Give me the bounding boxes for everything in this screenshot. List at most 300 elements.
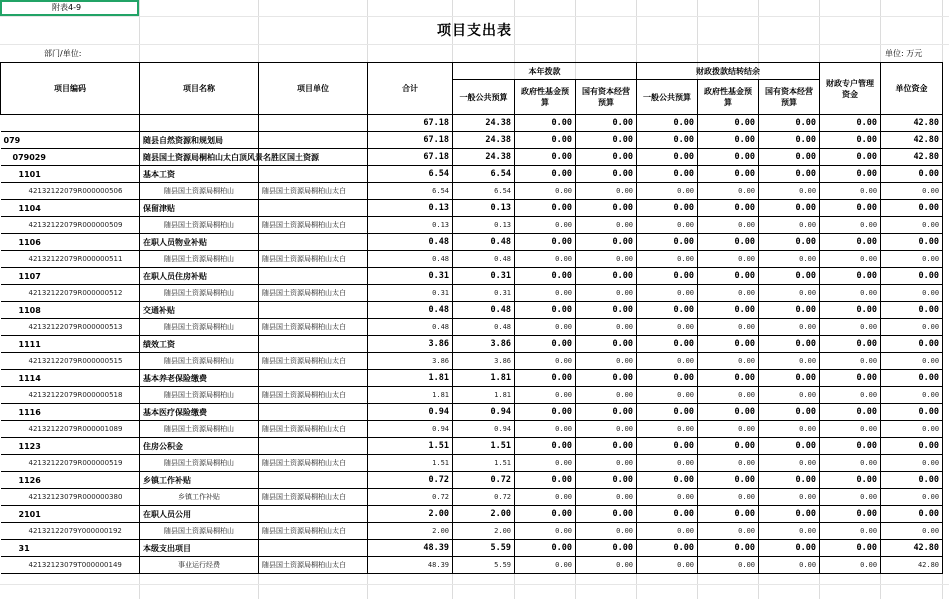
cell-value[interactable]: 0.00 <box>637 523 698 540</box>
cell-value[interactable]: 0.00 <box>698 183 759 200</box>
cell-value[interactable]: 0.00 <box>576 387 637 404</box>
cell-name[interactable]: 在职人员住房补贴 <box>140 268 259 285</box>
cell-value[interactable]: 0.00 <box>515 302 576 319</box>
cell-name[interactable]: 随县国土资源局桐柏山 <box>140 319 259 336</box>
cell-value[interactable]: 0.00 <box>576 234 637 251</box>
cell-code[interactable]: 42132122079R000000518 <box>1 387 140 404</box>
cell-value[interactable]: 0.00 <box>759 166 820 183</box>
cell-value[interactable]: 0.13 <box>453 200 515 217</box>
cell-code[interactable]: 1108 <box>1 302 140 319</box>
cell-value[interactable]: 0.00 <box>698 336 759 353</box>
cell-unit[interactable]: 随县国土资源局桐柏山太白 <box>259 523 368 540</box>
cell-name[interactable]: 基本工资 <box>140 166 259 183</box>
cell-name[interactable]: 随县国土资源局桐柏山 <box>140 251 259 268</box>
cell-value[interactable]: 1.81 <box>453 370 515 387</box>
cell-value[interactable]: 0.00 <box>698 319 759 336</box>
cell-value[interactable]: 0.00 <box>698 404 759 421</box>
cell-value[interactable]: 2.00 <box>453 523 515 540</box>
col-header-total[interactable]: 合计 <box>368 63 453 115</box>
cell-value[interactable]: 0.00 <box>759 523 820 540</box>
cell-name[interactable]: 保留津贴 <box>140 200 259 217</box>
cell-value[interactable]: 0.00 <box>576 489 637 506</box>
cell-value[interactable]: 5.59 <box>453 557 515 574</box>
cell-value[interactable]: 0.00 <box>759 217 820 234</box>
cell-value[interactable]: 0.72 <box>453 472 515 489</box>
cell-unit[interactable] <box>259 302 368 319</box>
cell-value[interactable]: 0.00 <box>881 489 943 506</box>
cell-value[interactable]: 0.00 <box>820 540 881 557</box>
cell-value[interactable]: 0.00 <box>759 506 820 523</box>
cell-code[interactable]: 42132122079R000001089 <box>1 421 140 438</box>
cell-value[interactable]: 0.00 <box>881 251 943 268</box>
cell-value[interactable]: 0.00 <box>820 319 881 336</box>
cell-code[interactable]: 1104 <box>1 200 140 217</box>
cell-value[interactable]: 2.00 <box>368 523 453 540</box>
col-header-code[interactable]: 项目编码 <box>1 63 140 115</box>
cell-code[interactable]: 31 <box>1 540 140 557</box>
cell-name[interactable]: 随县国土资源局桐柏山 <box>140 285 259 302</box>
cell-value[interactable]: 6.54 <box>453 183 515 200</box>
cell-value[interactable]: 0.00 <box>576 319 637 336</box>
cell-unit[interactable]: 随县国土资源局桐柏山太白 <box>259 217 368 234</box>
cell-value[interactable]: 0.00 <box>637 421 698 438</box>
cell-name[interactable]: 随县自然资源和规划局 <box>140 132 259 149</box>
cell-unit[interactable]: 随县国土资源局桐柏山太白 <box>259 183 368 200</box>
cell-value[interactable]: 0.00 <box>576 183 637 200</box>
cell-value[interactable]: 3.86 <box>453 336 515 353</box>
cell-value[interactable]: 0.00 <box>759 404 820 421</box>
cell-value[interactable]: 0.00 <box>698 489 759 506</box>
cell-code[interactable]: 42132122079R000000519 <box>1 455 140 472</box>
cell-value[interactable]: 0.00 <box>759 149 820 166</box>
cell-value[interactable]: 0.00 <box>820 115 881 132</box>
cell-value[interactable]: 0.00 <box>820 353 881 370</box>
cell-value[interactable]: 0.00 <box>576 557 637 574</box>
cell-value[interactable]: 0.00 <box>759 183 820 200</box>
cell-value[interactable]: 0.00 <box>820 404 881 421</box>
col-header-general-budget-carry[interactable]: 一般公共预算 <box>637 80 698 115</box>
cell-value[interactable]: 0.00 <box>698 421 759 438</box>
cell-unit[interactable]: 随县国土资源局桐柏山太白 <box>259 455 368 472</box>
cell-value[interactable]: 1.81 <box>368 387 453 404</box>
cell-value[interactable]: 0.48 <box>368 251 453 268</box>
cell-value[interactable]: 0.00 <box>698 523 759 540</box>
cell-value[interactable]: 0.00 <box>820 336 881 353</box>
cell-value[interactable]: 3.86 <box>368 353 453 370</box>
cell-value[interactable]: 0.00 <box>515 217 576 234</box>
cell-value[interactable]: 0.00 <box>515 200 576 217</box>
cell-value[interactable]: 5.59 <box>453 540 515 557</box>
cell-value[interactable]: 0.00 <box>881 370 943 387</box>
cell-value[interactable]: 0.00 <box>881 302 943 319</box>
cell-value[interactable]: 0.00 <box>881 438 943 455</box>
cell-value[interactable]: 0.00 <box>759 421 820 438</box>
cell-name[interactable]: 随县国土资源局桐柏山太白顶风景名胜区国土资源 <box>140 149 259 166</box>
cell-value[interactable]: 1.51 <box>453 438 515 455</box>
cell-value[interactable]: 0.00 <box>515 319 576 336</box>
cell-value[interactable]: 0.00 <box>637 268 698 285</box>
col-header-gov-fund[interactable]: 政府性基金预算 <box>515 80 576 115</box>
cell-value[interactable]: 0.00 <box>698 251 759 268</box>
cell-value[interactable]: 0.00 <box>881 319 943 336</box>
cell-value[interactable]: 0.00 <box>637 370 698 387</box>
cell-value[interactable]: 0.00 <box>515 421 576 438</box>
cell-unit[interactable]: 随县国土资源局桐柏山太白 <box>259 421 368 438</box>
cell-name[interactable]: 基本养老保险缴费 <box>140 370 259 387</box>
cell-value[interactable]: 0.00 <box>515 472 576 489</box>
cell-value[interactable]: 0.94 <box>368 421 453 438</box>
col-header-current-year[interactable]: 本年拨款 <box>453 63 637 80</box>
cell-value[interactable]: 0.00 <box>576 132 637 149</box>
cell-value[interactable]: 0.00 <box>515 557 576 574</box>
cell-value[interactable]: 0.00 <box>820 523 881 540</box>
cell-name[interactable]: 随县国土资源局桐柏山 <box>140 217 259 234</box>
cell-code[interactable]: 42132122079R000000512 <box>1 285 140 302</box>
cell-value[interactable]: 0.94 <box>368 404 453 421</box>
cell-value[interactable]: 0.00 <box>759 472 820 489</box>
cell-value[interactable]: 0.31 <box>453 285 515 302</box>
cell-value[interactable]: 0.00 <box>515 149 576 166</box>
col-header-gov-fund-carry[interactable]: 政府性基金预算 <box>698 80 759 115</box>
cell-name[interactable]: 基本医疗保险缴费 <box>140 404 259 421</box>
cell-value[interactable]: 0.00 <box>881 353 943 370</box>
cell-value[interactable]: 0.00 <box>881 200 943 217</box>
cell-value[interactable]: 0.00 <box>820 472 881 489</box>
cell-name[interactable]: 乡镇工作补贴 <box>140 489 259 506</box>
cell-value[interactable]: 0.00 <box>576 217 637 234</box>
cell-value[interactable]: 0.00 <box>881 336 943 353</box>
cell-value[interactable]: 0.00 <box>820 370 881 387</box>
cell-value[interactable]: 0.00 <box>515 251 576 268</box>
cell-value[interactable]: 0.00 <box>881 421 943 438</box>
cell-value[interactable]: 0.00 <box>820 166 881 183</box>
cell-value[interactable]: 48.39 <box>368 557 453 574</box>
cell-unit[interactable] <box>259 472 368 489</box>
cell-value[interactable]: 0.00 <box>698 438 759 455</box>
cell-unit[interactable] <box>259 132 368 149</box>
cell-unit[interactable]: 随县国土资源局桐柏山太白 <box>259 285 368 302</box>
cell-value[interactable]: 0.00 <box>576 336 637 353</box>
cell-value[interactable]: 0.48 <box>368 234 453 251</box>
cell-value[interactable]: 0.00 <box>637 251 698 268</box>
cell-unit[interactable] <box>259 506 368 523</box>
cell-name[interactable] <box>140 115 259 132</box>
cell-code[interactable]: 42132122079R000000506 <box>1 183 140 200</box>
cell-value[interactable]: 0.00 <box>698 149 759 166</box>
col-header-fiscal-carryover[interactable]: 财政拨款结转结余 <box>637 63 820 80</box>
col-header-unit-fund[interactable]: 单位资金 <box>881 63 943 115</box>
cell-value[interactable]: 0.00 <box>698 166 759 183</box>
cell-value[interactable]: 0.00 <box>759 540 820 557</box>
cell-value[interactable]: 0.00 <box>698 455 759 472</box>
cell-value[interactable]: 0.00 <box>759 438 820 455</box>
cell-code[interactable]: 1114 <box>1 370 140 387</box>
cell-value[interactable]: 0.00 <box>820 234 881 251</box>
cell-value[interactable]: 42.80 <box>881 540 943 557</box>
cell-value[interactable]: 0.00 <box>576 404 637 421</box>
cell-value[interactable]: 2.00 <box>368 506 453 523</box>
cell-value[interactable]: 0.00 <box>820 285 881 302</box>
cell-unit[interactable] <box>259 166 368 183</box>
cell-value[interactable]: 0.00 <box>576 353 637 370</box>
cell-value[interactable]: 0.00 <box>576 472 637 489</box>
cell-value[interactable]: 0.00 <box>820 302 881 319</box>
cell-value[interactable]: 0.00 <box>820 200 881 217</box>
cell-name[interactable]: 随县国土资源局桐柏山 <box>140 455 259 472</box>
cell-value[interactable]: 0.00 <box>637 183 698 200</box>
cell-value[interactable]: 0.94 <box>453 421 515 438</box>
cell-value[interactable]: 0.00 <box>515 285 576 302</box>
cell-value[interactable]: 0.00 <box>637 387 698 404</box>
cell-value[interactable]: 0.48 <box>453 251 515 268</box>
cell-value[interactable]: 3.86 <box>453 353 515 370</box>
cell-value[interactable]: 0.00 <box>515 115 576 132</box>
cell-unit[interactable] <box>259 234 368 251</box>
cell-value[interactable]: 0.00 <box>820 149 881 166</box>
cell-value[interactable]: 0.00 <box>698 506 759 523</box>
cell-value[interactable]: 0.00 <box>576 438 637 455</box>
cell-code[interactable]: 1107 <box>1 268 140 285</box>
cell-value[interactable]: 0.00 <box>576 200 637 217</box>
cell-value[interactable]: 0.00 <box>698 132 759 149</box>
cell-value[interactable]: 0.00 <box>820 557 881 574</box>
cell-value[interactable]: 0.00 <box>881 523 943 540</box>
col-header-special-account[interactable]: 财政专户管理资金 <box>820 63 881 115</box>
cell-value[interactable]: 0.00 <box>759 132 820 149</box>
cell-code[interactable]: 42132123079R000000380 <box>1 489 140 506</box>
cell-value[interactable]: 1.51 <box>368 455 453 472</box>
cell-name[interactable]: 交通补贴 <box>140 302 259 319</box>
cell-value[interactable]: 24.38 <box>453 132 515 149</box>
cell-value[interactable]: 0.00 <box>698 115 759 132</box>
cell-value[interactable]: 0.00 <box>637 217 698 234</box>
cell-value[interactable]: 0.00 <box>637 540 698 557</box>
cell-value[interactable]: 1.81 <box>453 387 515 404</box>
cell-value[interactable]: 0.31 <box>368 268 453 285</box>
cell-name[interactable]: 住房公积金 <box>140 438 259 455</box>
cell-unit[interactable]: 随县国土资源局桐柏山太白 <box>259 319 368 336</box>
cell-value[interactable]: 0.00 <box>515 268 576 285</box>
cell-value[interactable]: 0.00 <box>576 166 637 183</box>
cell-unit[interactable] <box>259 370 368 387</box>
col-header-state-capital-carry[interactable]: 国有资本经营预算 <box>759 80 820 115</box>
cell-value[interactable]: 6.54 <box>368 166 453 183</box>
cell-value[interactable]: 0.00 <box>637 149 698 166</box>
cell-value[interactable]: 0.31 <box>453 268 515 285</box>
cell-name[interactable]: 随县国土资源局桐柏山 <box>140 523 259 540</box>
cell-value[interactable]: 0.00 <box>759 489 820 506</box>
cell-value[interactable]: 6.54 <box>453 166 515 183</box>
col-header-general-budget[interactable]: 一般公共预算 <box>453 80 515 115</box>
cell-unit[interactable] <box>259 404 368 421</box>
cell-value[interactable]: 3.86 <box>368 336 453 353</box>
cell-value[interactable]: 0.00 <box>637 353 698 370</box>
cell-value[interactable]: 0.00 <box>759 251 820 268</box>
cell-value[interactable]: 0.48 <box>453 319 515 336</box>
cell-value[interactable]: 0.00 <box>759 302 820 319</box>
cell-value[interactable]: 0.00 <box>637 200 698 217</box>
cell-value[interactable]: 0.00 <box>698 472 759 489</box>
cell-value[interactable]: 0.00 <box>759 268 820 285</box>
cell-value[interactable]: 0.00 <box>576 251 637 268</box>
cell-value[interactable]: 0.00 <box>576 268 637 285</box>
cell-value[interactable]: 0.00 <box>759 336 820 353</box>
cell-value[interactable]: 0.00 <box>637 557 698 574</box>
cell-value[interactable]: 0.00 <box>698 217 759 234</box>
cell-value[interactable]: 0.48 <box>453 234 515 251</box>
cell-value[interactable]: 0.00 <box>881 234 943 251</box>
cell-code[interactable]: 1123 <box>1 438 140 455</box>
cell-code[interactable]: 42132122079R000000513 <box>1 319 140 336</box>
cell-value[interactable]: 0.00 <box>820 183 881 200</box>
cell-value[interactable]: 67.18 <box>368 149 453 166</box>
cell-value[interactable]: 0.00 <box>698 234 759 251</box>
cell-value[interactable]: 0.00 <box>515 370 576 387</box>
cell-value[interactable]: 48.39 <box>368 540 453 557</box>
cell-value[interactable]: 0.00 <box>515 132 576 149</box>
cell-value[interactable]: 0.00 <box>515 438 576 455</box>
cell-value[interactable]: 0.00 <box>881 268 943 285</box>
cell-unit[interactable] <box>259 438 368 455</box>
cell-code[interactable]: 1126 <box>1 472 140 489</box>
cell-name[interactable]: 随县国土资源局桐柏山 <box>140 387 259 404</box>
cell-value[interactable]: 0.00 <box>820 506 881 523</box>
cell-value[interactable]: 0.00 <box>881 217 943 234</box>
col-header-state-capital[interactable]: 国有资本经营预算 <box>576 80 637 115</box>
cell-value[interactable]: 0.00 <box>515 387 576 404</box>
cell-value[interactable]: 0.00 <box>820 251 881 268</box>
cell-code[interactable]: 42132122079R000000509 <box>1 217 140 234</box>
cell-value[interactable]: 0.00 <box>515 166 576 183</box>
cell-unit[interactable]: 随县国土资源局桐柏山太白 <box>259 387 368 404</box>
cell-value[interactable]: 0.13 <box>453 217 515 234</box>
cell-value[interactable]: 0.00 <box>637 455 698 472</box>
cell-code[interactable]: 079 <box>1 132 140 149</box>
cell-code[interactable]: 42132122079Y000000192 <box>1 523 140 540</box>
cell-value[interactable]: 24.38 <box>453 115 515 132</box>
cell-value[interactable]: 0.00 <box>576 302 637 319</box>
cell-value[interactable]: 42.80 <box>881 149 943 166</box>
cell-value[interactable]: 0.00 <box>759 115 820 132</box>
cell-unit[interactable]: 随县国土资源局桐柏山太白 <box>259 251 368 268</box>
cell-value[interactable]: 0.72 <box>453 489 515 506</box>
cell-value[interactable]: 0.00 <box>820 421 881 438</box>
cell-value[interactable]: 0.13 <box>368 217 453 234</box>
cell-value[interactable]: 42.80 <box>881 132 943 149</box>
cell-name[interactable]: 绩效工资 <box>140 336 259 353</box>
cell-value[interactable]: 1.51 <box>368 438 453 455</box>
cell-code[interactable]: 42132123079T000000149 <box>1 557 140 574</box>
cell-value[interactable]: 0.00 <box>759 200 820 217</box>
cell-name[interactable]: 乡镇工作补贴 <box>140 472 259 489</box>
cell-value[interactable]: 0.72 <box>368 489 453 506</box>
cell-unit[interactable] <box>259 540 368 557</box>
cell-value[interactable]: 0.00 <box>759 387 820 404</box>
cell-value[interactable]: 42.80 <box>881 557 943 574</box>
cell-value[interactable]: 0.00 <box>515 489 576 506</box>
cell-value[interactable]: 0.94 <box>453 404 515 421</box>
cell-value[interactable]: 0.00 <box>881 183 943 200</box>
cell-value[interactable]: 0.00 <box>698 302 759 319</box>
cell-value[interactable]: 1.81 <box>368 370 453 387</box>
cell-code[interactable]: 1106 <box>1 234 140 251</box>
cell-value[interactable]: 0.00 <box>698 285 759 302</box>
cell-value[interactable]: 67.18 <box>368 132 453 149</box>
cell-value[interactable]: 0.00 <box>881 455 943 472</box>
cell-value[interactable]: 0.00 <box>637 115 698 132</box>
cell-value[interactable]: 0.00 <box>637 404 698 421</box>
cell-value[interactable]: 0.00 <box>637 302 698 319</box>
cell-value[interactable]: 0.00 <box>515 455 576 472</box>
cell-name[interactable]: 在职人员物业补贴 <box>140 234 259 251</box>
cell-value[interactable]: 0.00 <box>759 285 820 302</box>
cell-name[interactable]: 随县国土资源局桐柏山 <box>140 183 259 200</box>
cell-code[interactable]: 42132122079R000000515 <box>1 353 140 370</box>
cell-name[interactable]: 事业运行经费 <box>140 557 259 574</box>
cell-value[interactable]: 2.00 <box>453 506 515 523</box>
cell-value[interactable]: 0.00 <box>698 268 759 285</box>
cell-value[interactable]: 0.00 <box>881 387 943 404</box>
cell-value[interactable]: 0.00 <box>576 421 637 438</box>
cell-value[interactable]: 0.00 <box>881 472 943 489</box>
cell-code[interactable]: 1116 <box>1 404 140 421</box>
cell-value[interactable]: 0.00 <box>881 506 943 523</box>
cell-value[interactable]: 0.13 <box>368 200 453 217</box>
cell-unit[interactable]: 随县国土资源局桐柏山太白 <box>259 489 368 506</box>
cell-name[interactable]: 随县国土资源局桐柏山 <box>140 353 259 370</box>
cell-value[interactable]: 0.00 <box>637 438 698 455</box>
cell-value[interactable]: 0.72 <box>368 472 453 489</box>
cell-unit[interactable]: 随县国土资源局桐柏山太白 <box>259 353 368 370</box>
cell-value[interactable]: 0.00 <box>637 234 698 251</box>
cell-name[interactable]: 在职人员公用 <box>140 506 259 523</box>
cell-value[interactable]: 0.00 <box>576 370 637 387</box>
cell-value[interactable]: 0.00 <box>759 370 820 387</box>
cell-value[interactable]: 0.00 <box>820 438 881 455</box>
cell-value[interactable]: 0.00 <box>515 336 576 353</box>
cell-unit[interactable] <box>259 268 368 285</box>
selected-cell-a1[interactable] <box>0 0 139 16</box>
cell-value[interactable]: 0.00 <box>759 455 820 472</box>
cell-value[interactable]: 1.51 <box>453 455 515 472</box>
cell-value[interactable]: 67.18 <box>368 115 453 132</box>
cell-value[interactable]: 0.00 <box>576 523 637 540</box>
cell-value[interactable]: 6.54 <box>368 183 453 200</box>
cell-code[interactable]: 079029 <box>1 149 140 166</box>
cell-value[interactable]: 0.00 <box>698 370 759 387</box>
cell-value[interactable]: 0.00 <box>637 319 698 336</box>
cell-value[interactable]: 0.00 <box>881 404 943 421</box>
cell-value[interactable]: 24.38 <box>453 149 515 166</box>
cell-name[interactable]: 本级支出项目 <box>140 540 259 557</box>
cell-code[interactable]: 2101 <box>1 506 140 523</box>
col-header-unit[interactable]: 项目单位 <box>259 63 368 115</box>
cell-unit[interactable] <box>259 336 368 353</box>
cell-value[interactable]: 0.00 <box>576 540 637 557</box>
cell-unit[interactable] <box>259 200 368 217</box>
cell-code[interactable] <box>1 115 140 132</box>
cell-value[interactable]: 0.00 <box>759 319 820 336</box>
cell-value[interactable]: 0.00 <box>637 166 698 183</box>
cell-value[interactable]: 0.00 <box>637 336 698 353</box>
cell-value[interactable]: 0.00 <box>515 353 576 370</box>
cell-value[interactable]: 0.48 <box>368 319 453 336</box>
cell-value[interactable]: 0.00 <box>515 404 576 421</box>
cell-value[interactable]: 0.00 <box>759 557 820 574</box>
cell-unit[interactable] <box>259 115 368 132</box>
cell-value[interactable]: 0.00 <box>515 234 576 251</box>
cell-value[interactable]: 0.00 <box>820 268 881 285</box>
